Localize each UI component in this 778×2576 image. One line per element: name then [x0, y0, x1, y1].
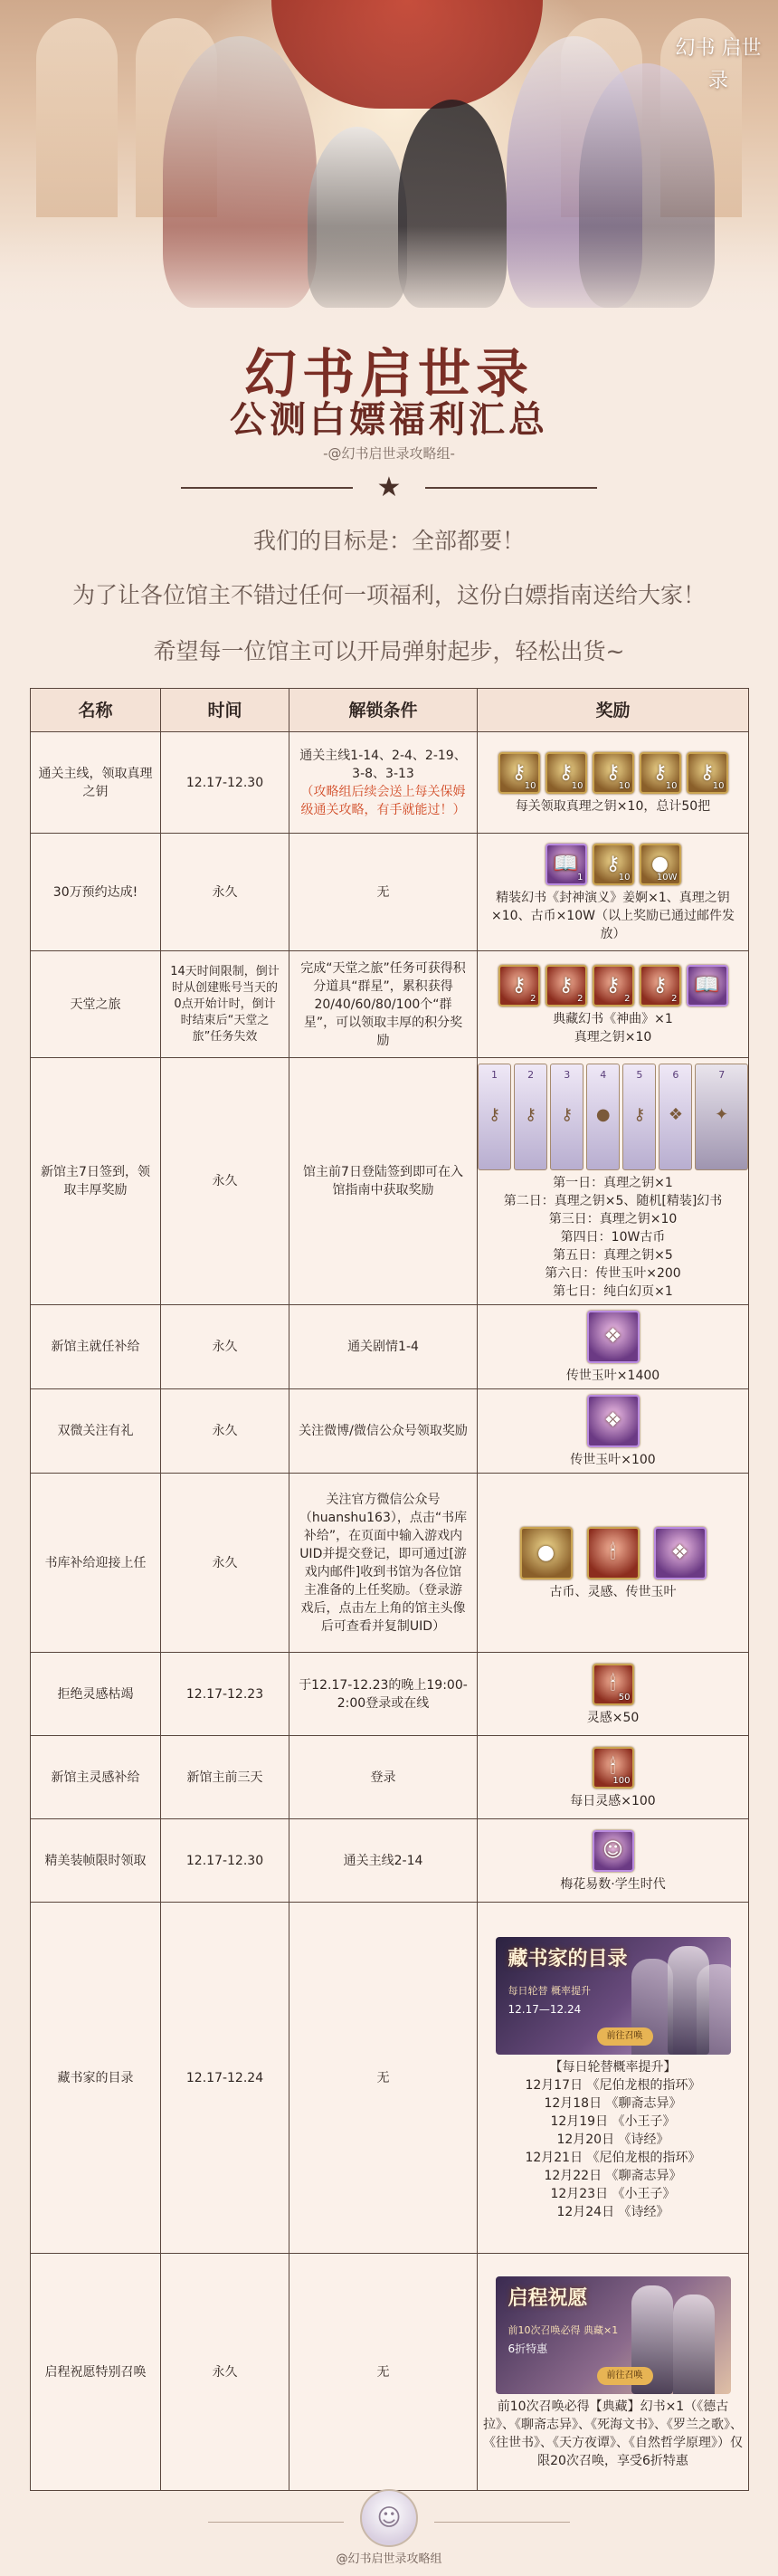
row-reward [478, 1305, 749, 1389]
page-title: 幻书启世录 [243, 343, 534, 405]
table-header [31, 689, 749, 732]
reward-day2: 第二日：真理之钥×5、随机[精装]幻书 [503, 1194, 723, 1208]
row-time: 永久 [161, 1305, 289, 1389]
key-icon: ⚷ 10 [593, 844, 634, 885]
row-reward [478, 1819, 749, 1903]
avatar-icon: ☺ [376, 2504, 402, 2532]
game-logo: 幻书 启世录 [675, 37, 762, 92]
reward-text: 灵感×50 [586, 1710, 640, 1725]
candle-icon: 🕯 50 [593, 1664, 634, 1705]
candle-icon: 🕯 [587, 1527, 640, 1579]
reward-line: 12月17日 《尼伯龙根的指环》 [525, 2077, 701, 2093]
promo-summon-button[interactable]: 前往召唤 [597, 2367, 653, 2385]
banner-art [0, 0, 778, 326]
reward-line: 12月20日 《诗经》 [556, 2132, 669, 2147]
table-row [31, 2254, 749, 2491]
key-icon: ⚷ 10 [687, 752, 728, 794]
signin-card: 5 ⚷ [622, 1064, 656, 1170]
promo-title: 藏书家的目录 [508, 1946, 628, 1970]
row-time: 永久 [161, 1058, 289, 1305]
row-cond [289, 732, 478, 834]
divider-left [181, 487, 353, 489]
signin-cards [478, 1064, 748, 1170]
intro-line-1: 我们的目标是：全部都要！ [252, 528, 525, 554]
row-time: 12.17-12.23 [161, 1653, 289, 1736]
reward-day4: 第四日：10W古币 [560, 1230, 666, 1245]
row-time: 12.17-12.30 [161, 732, 289, 834]
reward-day3: 第三日：真理之钥×10 [548, 1212, 678, 1226]
reward-text-1: 典藏幻书《神曲》×1 [553, 1011, 673, 1026]
row-cond: 于12.17-12.23的晚上19:00-2:00登录或在线 [289, 1653, 478, 1736]
row-name: 新馆主就任补给 [31, 1305, 161, 1389]
reward-line: 12月24日 《诗经》 [556, 2204, 669, 2219]
row-cond: 完成“天堂之旅”任务可获得积分道具“群星”，累积获得20/40/60/80/100个“群星”，可以领取丰厚的积分奖励 [289, 951, 478, 1058]
row-name: 精美装帧限时领取 [31, 1819, 161, 1903]
footer-credit: @幻书启世录攻略组 [336, 2552, 442, 2566]
row-reward [478, 1474, 749, 1653]
header-reward: 奖励 [478, 689, 749, 732]
row-cond: 馆主前7日登陆签到即可在入馆指南中获取奖励 [289, 1058, 478, 1305]
row-name: 启程祝愿特别召唤 [31, 2254, 161, 2491]
reward-line: 12月19日 《小王子》 [550, 2113, 676, 2129]
table-row [31, 1819, 749, 1903]
reward-text: 精装幻书《封神演义》姜婀×1、真理之钥×10、古币×10W（以上奖励已通过邮件发放） [491, 890, 735, 941]
reward-text: 传世玉叶×100 [570, 1453, 656, 1467]
book-icon: 📖 1 [546, 844, 587, 885]
table-row [31, 1653, 749, 1736]
row-cond: 登录 [289, 1736, 478, 1819]
leaf-icon: ❖ [587, 1395, 640, 1447]
row-name: 30万预约达成! [31, 834, 161, 951]
reward-line: 12月21日 《尼伯龙根的指环》 [525, 2150, 701, 2165]
row-cond: 关注官方微信公众号（huanshu163），点击“书库补给”，在页面中输入游戏内UID并提交登记，即可通过[游戏内邮件]收到书馆为各位馆主准备的上任奖励。（登录游戏后，点击左上角的馆主头像后可查看并复制UID） [289, 1474, 478, 1653]
table-row [31, 732, 749, 834]
footer-avatar [360, 2489, 418, 2547]
row-time: 永久 [161, 1474, 289, 1653]
row-reward [478, 1736, 749, 1819]
row-name: 新馆主灵感补给 [31, 1736, 161, 1819]
reward-line: 12月18日 《聊斋志异》 [544, 2095, 682, 2111]
row-time: 永久 [161, 1389, 289, 1474]
leaf-icon: ❖ [654, 1527, 707, 1579]
key-icon: ⚷ 10 [546, 752, 587, 794]
intro-line-2: 为了让各位馆主不错过任何一项福利，这份白嫖指南送给大家！ [71, 582, 706, 608]
reward-line: 【每日轮替概率提升】 [549, 2059, 677, 2075]
key-icon: ⚷ 10 [640, 752, 681, 794]
row-name: 藏书家的目录 [31, 1903, 161, 2254]
reward-line: 12月23日 《小王子》 [550, 2186, 676, 2201]
row-reward [478, 1653, 749, 1736]
reward-text: 每日灵感×100 [570, 1793, 656, 1808]
reward-text-2: 真理之钥×10 [574, 1029, 652, 1045]
intro-line-3: 希望每一位馆主可以开局弹射起步，轻松出货~ [153, 638, 625, 664]
collector-catalog-banner [496, 1937, 731, 2055]
reward-text: 古币、灵感、传世玉叶 [549, 1584, 677, 1599]
key-icon: ⚷ 2 [498, 965, 540, 1007]
row-cond-text: 通关主线1-14、2-4、2-19、3-8、3-13 [299, 748, 467, 781]
reward-text: 梅花易数·学生时代 [560, 1876, 666, 1892]
table-row [31, 1058, 749, 1305]
row-name: 新馆主7日签到，领取丰厚奖励 [31, 1058, 161, 1305]
row-reward [478, 1389, 749, 1474]
table-row [31, 834, 749, 951]
signin-card: 1 ⚷ [478, 1064, 511, 1170]
promo-title: 启程祝愿 [508, 2285, 588, 2310]
row-time: 新馆主前三天 [161, 1736, 289, 1819]
divider-right [425, 487, 597, 489]
row-cond: 通关主线2-14 [289, 1819, 478, 1903]
reward-day5: 第五日：真理之钥×5 [553, 1248, 673, 1263]
coin-icon: ● 10W [640, 844, 681, 885]
reward-text: 每关领取真理之钥×10，总计50把 [515, 798, 711, 814]
row-name: 书库补给迎接上任 [31, 1474, 161, 1653]
signin-card: 3 ⚷ [550, 1064, 584, 1170]
row-reward [478, 834, 749, 951]
row-cond: 通关剧情1-4 [289, 1305, 478, 1389]
promo-discount: 6折特惠 [508, 2342, 548, 2355]
signin-card-portrait: 7 ✦ [695, 1064, 748, 1170]
promo-subtitle: 每日轮替 概率提升 [508, 1984, 591, 1997]
row-name: 双微关注有礼 [31, 1389, 161, 1474]
row-time: 12.17-12.30 [161, 1819, 289, 1903]
row-cond: 无 [289, 1903, 478, 2254]
portrait-icon: ☺ [593, 1830, 634, 1872]
key-icon: ⚷ 10 [593, 752, 634, 794]
header-time: 时间 [161, 689, 289, 732]
table-row [31, 1305, 749, 1389]
row-time: 12.17-12.24 [161, 1903, 289, 2254]
table-row [31, 1389, 749, 1474]
book-icon: 📖 [687, 965, 728, 1007]
header-name: 名称 [31, 689, 161, 732]
reward-line: 12月22日 《聊斋志异》 [544, 2168, 682, 2183]
signin-card: 2 ⚷ [514, 1064, 547, 1170]
leaf-icon: ❖ [587, 1311, 640, 1363]
row-time: 14天时间限制，倒计时从创建账号当天的0点开始计时，倒计时结束后“天堂之旅”任务失效 [161, 951, 289, 1058]
row-name: 拒绝灵感枯竭 [31, 1653, 161, 1736]
special-summon-banner [496, 2276, 731, 2394]
row-name: 通关主线，领取真理之钥 [31, 732, 161, 834]
signin-card: 4 ● [586, 1064, 620, 1170]
table-row [31, 1736, 749, 1819]
row-reward [478, 2254, 749, 2491]
row-name: 天堂之旅 [31, 951, 161, 1058]
row-time: 永久 [161, 2254, 289, 2491]
header-cond: 解锁条件 [289, 689, 478, 732]
reward-text: 前10次召唤必得【典藏】幻书×1（《德古拉》、《聊斋志异》、《死海文书》、《罗兰之歌》、《往世书》、《天方夜谭》、《自然哲学原理》）仅限20次召唤，享受6折特惠 [483, 2399, 743, 2468]
row-reward [478, 951, 749, 1058]
coin-icon: ● [520, 1527, 573, 1579]
row-cond-note: （攻略组后续会送上每关保姆级通关攻略，有手就能过！） [300, 784, 466, 817]
signin-card: 6 ❖ [659, 1064, 692, 1170]
candle-icon: 🕯 100 [593, 1747, 634, 1789]
promo-summon-button[interactable]: 前往召唤 [597, 2027, 653, 2046]
footer-line-left [208, 2522, 344, 2523]
row-reward [478, 732, 749, 834]
row-reward [478, 1903, 749, 2254]
row-reward [478, 1058, 749, 1305]
key-icon: ⚷ 2 [593, 965, 634, 1007]
reward-day6: 第六日：传世玉叶×200 [545, 1266, 681, 1281]
footer-line-right [434, 2522, 570, 2523]
key-icon: ⚷ 2 [640, 965, 681, 1007]
table-row [31, 1474, 749, 1653]
promo-date: 12.17—12.24 [508, 2002, 582, 2016]
table-row [31, 951, 749, 1058]
row-time: 永久 [161, 834, 289, 951]
reward-day1: 第一日：真理之钥×1 [553, 1176, 673, 1190]
credit-line: -@幻书启世录攻略组- [323, 445, 455, 462]
welfare-table [30, 688, 749, 2491]
table-row [31, 1903, 749, 2254]
reward-text: 传世玉叶×1400 [565, 1369, 660, 1383]
row-cond: 无 [289, 2254, 478, 2491]
key-icon: ⚷ 10 [498, 752, 540, 794]
page-subtitle: 公测白嫖福利汇总 [230, 398, 548, 441]
row-cond: 关注微博/微信公众号领取奖励 [289, 1389, 478, 1474]
star-icon: ★ [376, 472, 402, 503]
row-cond: 无 [289, 834, 478, 951]
promo-subtitle: 前10次召唤必得 典藏×1 [508, 2323, 619, 2336]
key-icon: ⚷ 2 [546, 965, 587, 1007]
reward-day7: 第七日：纯白幻页×1 [553, 1284, 673, 1299]
